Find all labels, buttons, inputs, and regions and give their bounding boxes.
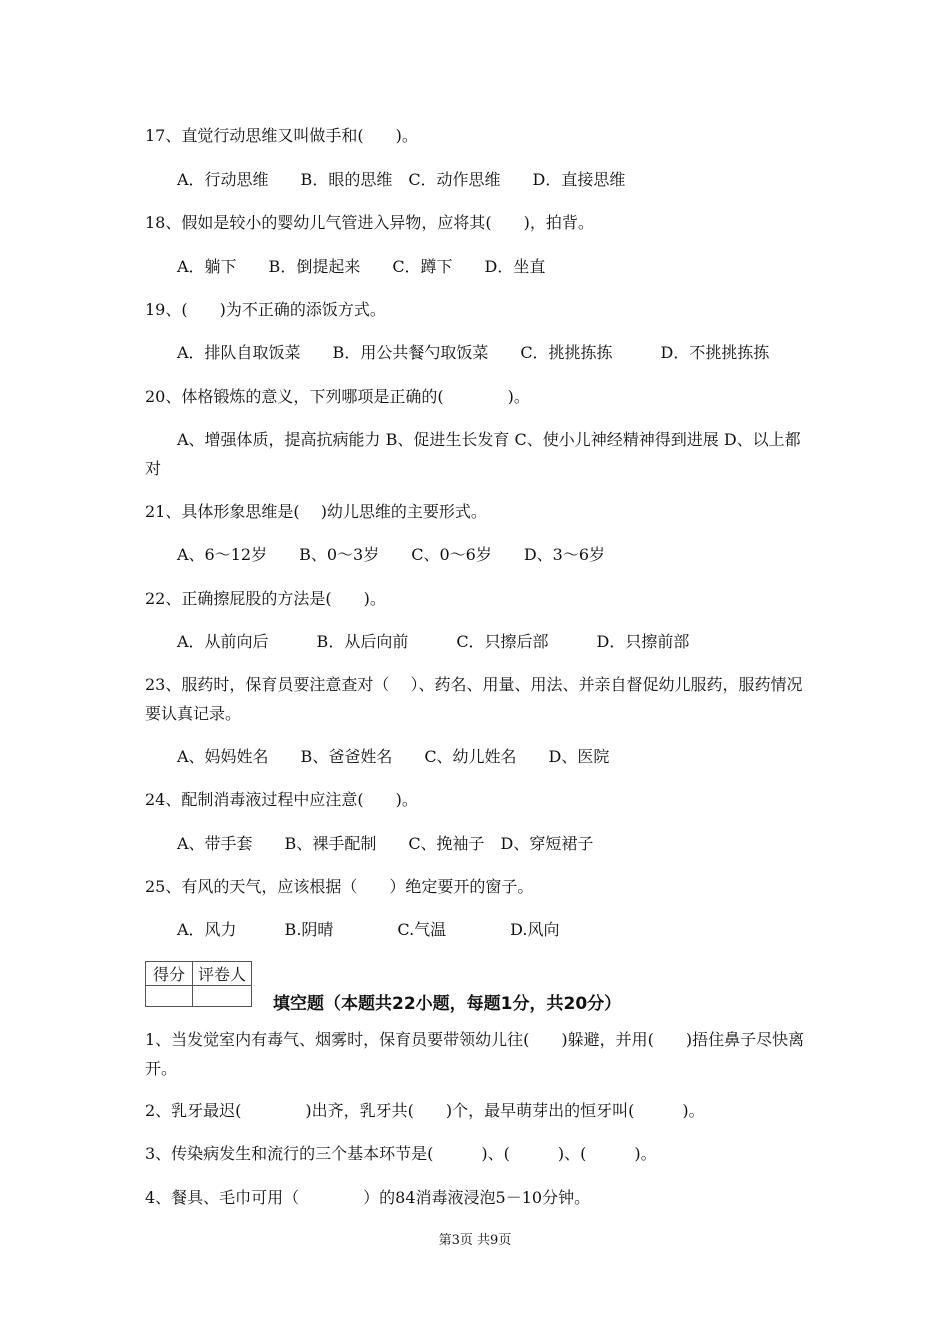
question-24-stem: 24、配制消毒液过程中应注意( )。 <box>145 790 418 809</box>
page-footer: 第3页 共9页 <box>438 1233 512 1248</box>
question-20-stem: 20、体格锻炼的意义，下列哪项是正确的( )。 <box>145 387 530 406</box>
question-19-options: A．排队自取饭菜 B．用公共餐勺取饭菜 C．挑挑拣拣 D．不挑挑拣拣 <box>177 343 770 362</box>
question-23-stem: 23、服药时，保育员要注意查对（ ）、药名、用量、用法、并亲自督促幼儿服药，服药情况要认真记录。 <box>145 675 803 723</box>
fill-blank-4: 4、餐具、毛巾可用（ ）的84消毒液浸泡5－10分钟。 <box>145 1188 591 1207</box>
question-25-stem: 25、有风的天气，应该根据（ ）绝定要开的窗子。 <box>145 877 534 896</box>
score-table <box>145 961 252 1007</box>
question-19-stem: 19、( )为不正确的添饭方式。 <box>145 300 386 319</box>
fill-blank-3: 3、传染病发生和流行的三个基本环节是( )、( )、( )。 <box>145 1144 657 1163</box>
question-24-options: A、带手套 B、裸手配制 C、挽袖子 D、穿短裙子 <box>177 834 594 853</box>
grader-cell[interactable] <box>193 986 252 1007</box>
question-23-options: A、妈妈姓名 B、爸爸姓名 C、幼儿姓名 D、医院 <box>177 747 610 766</box>
grader-header: 评卷人 <box>193 962 252 986</box>
question-22-stem: 22、正确擦屁股的方法是( )。 <box>145 589 386 608</box>
score-cell[interactable] <box>146 986 193 1007</box>
question-18-stem: 18、假如是较小的婴幼儿气管进入异物，应将其( )，拍背。 <box>145 213 594 232</box>
score-header: 得分 <box>146 962 193 986</box>
question-20-options: A、增强体质，提高抗病能力 B、促进生长发育 C、使小儿神经精神得到进展 D、以上都对 <box>145 430 801 478</box>
section-title: 填空题（本题共22小题，每题1分，共20分） <box>273 994 622 1014</box>
question-18-options: A．躺下 B．倒提起来 C．蹲下 D．坐直 <box>177 257 546 276</box>
question-17-stem: 17、直觉行动思维又叫做手和( )。 <box>145 126 418 145</box>
question-21-stem: 21、具体形象思维是( )幼儿思维的主要形式。 <box>145 502 487 521</box>
question-22-options: A．从前向后 B．从后向前 C．只擦后部 D．只擦前部 <box>177 632 690 651</box>
fill-blank-1: 1、当发觉室内有毒气、烟雾时，保育员要带领幼儿往( )躲避，并用( )捂住鼻子尽快离开。 <box>145 1030 805 1078</box>
fill-blank-2: 2、乳牙最迟( )出齐，乳牙共( )个，最早萌芽出的恒牙叫( )。 <box>145 1101 705 1120</box>
question-21-options: A、6～12岁 B、0～3岁 C、0～6岁 D、3～6岁 <box>177 545 606 564</box>
question-17-options: A．行动思维 B．眼的思维 C．动作思维 D．直接思维 <box>177 170 626 189</box>
question-25-options: A．风力 B.阴晴 C.气温 D.风向 <box>177 920 560 939</box>
